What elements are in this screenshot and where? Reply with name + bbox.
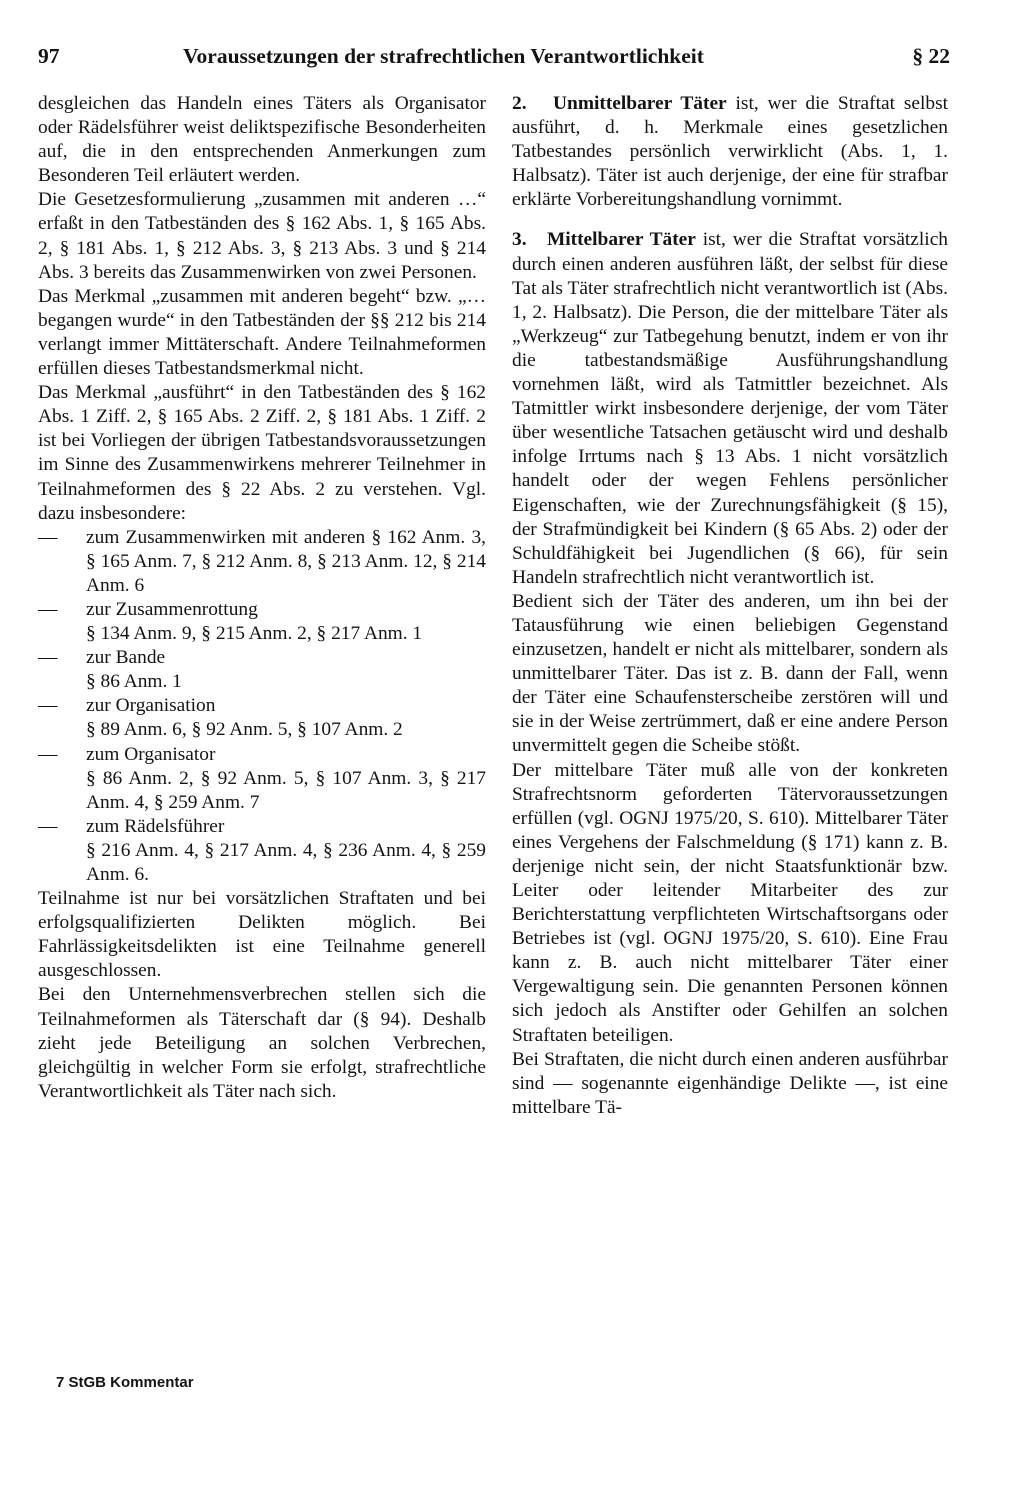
- running-title: Voraussetzungen der strafrechtlichen Verantwortlichkeit: [183, 44, 704, 68]
- list-item-label: zum Zusammenwirken mit anderen § 162 Anm. 3, § 165 Anm. 7, § 212 Anm. 8, § 213 Anm. 12, § 214 Anm. 6: [86, 526, 486, 596]
- paragraph: Das Merkmal „zusammen mit anderen begeht“ bzw. „… begangen wurde“ in den Tatbeständen der §§ 212 bis 214 verlangt immer Mittäterschaft. Andere Teilnahmeformen erfüllen dieses Tatbestandsmerkmal nicht.: [38, 285, 486, 380]
- paragraph: Teilnahme ist nur bei vorsätzlichen Straftaten und bei erfolgsqualifizierten Delikten möglich. Bei Fahrlässigkeitsdelikten ist eine Teilnahme generell ausgeschlossen.: [38, 888, 486, 982]
- left-column: [38, 92, 486, 1104]
- paragraph: Bei Straftaten, die nicht durch einen anderen ausführbar sind — sogenannte eigenhändige Delikte —, ist eine mittelbare Tä-: [512, 1048, 948, 1118]
- list-dash: —: [38, 695, 58, 717]
- list-item-refs: § 216 Anm. 4, § 217 Anm. 4, § 236 Anm. 4, § 259 Anm. 6.: [86, 839, 486, 885]
- term-heading: Unmittelbarer Täter: [553, 93, 727, 114]
- paragraph: Bedient sich der Täter des anderen, um ihn bei der Tatausführung wie einen beliebigen Gegenstand einzusetzen, handelt er nicht als mittelbarer, sondern als unmittelbarer Täter. Das ist z. B. dann der Fall, wenn der Täter eine Schaufensterscheibe zerstören will und sie in der Weise zertrümmert, daß er eine andere Person unvermittelt gegen die Scheibe stößt.: [512, 590, 948, 757]
- list-item-refs: § 134 Anm. 9, § 215 Anm. 2, § 217 Anm. 1: [86, 623, 423, 645]
- paragraph: desgleichen das Handeln eines Täters als Organisator oder Rädelsführer weist deliktspezifische Besonderheiten auf, die in den entsprechenden Anmerkungen zum Besonderen Teil erläutert werden.: [38, 93, 486, 187]
- page-number: 97: [38, 44, 60, 68]
- reference-list: [38, 526, 486, 887]
- list-item: [38, 526, 486, 598]
- section-number: § 22: [912, 44, 950, 68]
- paragraph: Der mittelbare Täter muß alle von der konkreten Strafrechtsnorm geforderten Tätervoraussetzungen erfüllen (vgl. OGNJ 1975/20, S. 610). Mittelbarer Täter eines Vergehens der Falschmeldung (§ 171) kann z. B. derjenige nicht sein, der nicht Staatsfunktionär bzw. Leiter oder leitender Mitarbeiter des zur Berichterstattung verpflichteten Wirtschaftsorgans oder Betriebes ist (vgl. OGNJ 1975/20, S. 610). Eine Frau kann z. B. auch nicht mittelbarer Täter einer Vergewaltigung sein. Die genannten Personen können sich jedoch als Anstifter oder Gehilfen an solchen Straftaten beteiligen.: [512, 759, 948, 1046]
- item-number: 2.: [512, 93, 527, 114]
- list-dash: —: [38, 815, 58, 837]
- paragraph-text: ist, wer die Straftat vorsätzlich durch einen anderen ausführen läßt, der selbst für diese Tat als Täter strafrechtlich nicht verantwortlich ist (Abs. 1, 2. Halbsatz). Die Person, die der mittelbare Täter als „Werkzeug“ zur Tatbegehung benutzt, indem er von ihr die tatbestandsmäßige Ausführungshandlung vornehmen läßt, wird als Tatmittler bezeichnet. Als Tatmittler wirkt insbesondere derjenige, der vom Täter über wesentliche Tatsachen getäuscht wird und deshalb infolge Irrtums nach § 13 Abs. 1 nicht vorsätzlich handelt oder der wegen Fehlens persönlicher Eigenschaften, wie der Zurechnungsfähigkeit (§ 15), der Strafmündigkeit bei Kindern (§ 65 Abs. 2) oder der Schuldfähigkeit bei Jugendlichen (§ 66), für sein Handeln strafrechtlich nicht verantwortlich ist.: [512, 229, 948, 588]
- list-item-refs: § 86 Anm. 2, § 92 Anm. 5, § 107 Anm. 3, § 217 Anm. 4, § 259 Anm. 7: [86, 767, 486, 813]
- paragraph-text: ist, wer die Straftat selbst ausführt, d. h. Merkmale eines gesetzlichen Tatbestandes persönlich verwirklicht (Abs. 1, 1. Halbsatz). Täter ist auch derjenige, der eine für strafbar erklärte Vorbereitungshandlung vornimmt.: [512, 93, 949, 211]
- list-dash: —: [38, 647, 58, 669]
- right-column: [512, 92, 948, 1120]
- item-number: 3.: [512, 229, 527, 251]
- list-item: [38, 598, 486, 646]
- list-item-refs: § 86 Anm. 1: [86, 671, 182, 693]
- list-item: [38, 743, 486, 815]
- list-item: [38, 646, 486, 694]
- numbered-paragraph: [512, 92, 948, 212]
- page-footer: 7 StGB Kommentar: [56, 1374, 194, 1391]
- list-item: [38, 815, 486, 887]
- list-dash: —: [38, 526, 58, 548]
- paragraph: Die Gesetzesformulierung „zusammen mit anderen …“ erfaßt in den Tatbeständen des § 162 Abs. 1, § 165 Abs. 2, § 181 Abs. 1, § 212 Abs. 3, § 213 Abs. 3 und § 214 Abs. 3 bereits das Zusammenwirken von zwei Personen.: [38, 189, 486, 283]
- term-heading: Mittelbarer Täter: [546, 229, 696, 251]
- list-item-refs: § 89 Anm. 6, § 92 Anm. 5, § 107 Anm. 2: [86, 719, 403, 741]
- list-item: [38, 694, 486, 742]
- list-item-label: zum Rädelsführer: [86, 815, 225, 837]
- page-header: [38, 44, 950, 78]
- paragraph: Bei den Unternehmensverbrechen stellen sich die Teilnahmeformen als Täterschaft dar (§ 94). Deshalb zieht jede Beteiligung an solchen Verbrechen, gleichgültig in welcher Form sie erfolgt, strafrechtliche Verantwortlichkeit als Täter nach sich.: [38, 984, 486, 1102]
- paragraph: Das Merkmal „ausführt“ in den Tatbeständen des § 162 Abs. 1 Ziff. 2, § 165 Abs. 2 Ziff. 2, § 181 Abs. 1 Ziff. 2 ist bei Vorliegen der übrigen Tatbestandsvoraussetzungen im Sinne des Zusammenwirkens mehrerer Teilnehmer in Teilnahmeformen des § 22 Abs. 2 zu verstehen. Vgl. dazu insbesondere:: [38, 382, 486, 524]
- list-item-label: zum Organisator: [86, 743, 216, 765]
- list-item-label: zur Organisation: [86, 695, 216, 717]
- list-item-label: zur Bande: [86, 647, 166, 669]
- numbered-paragraph: [512, 228, 948, 589]
- list-item-label: zur Zusammenrottung: [86, 598, 258, 620]
- list-dash: —: [38, 743, 58, 765]
- list-dash: —: [38, 598, 58, 620]
